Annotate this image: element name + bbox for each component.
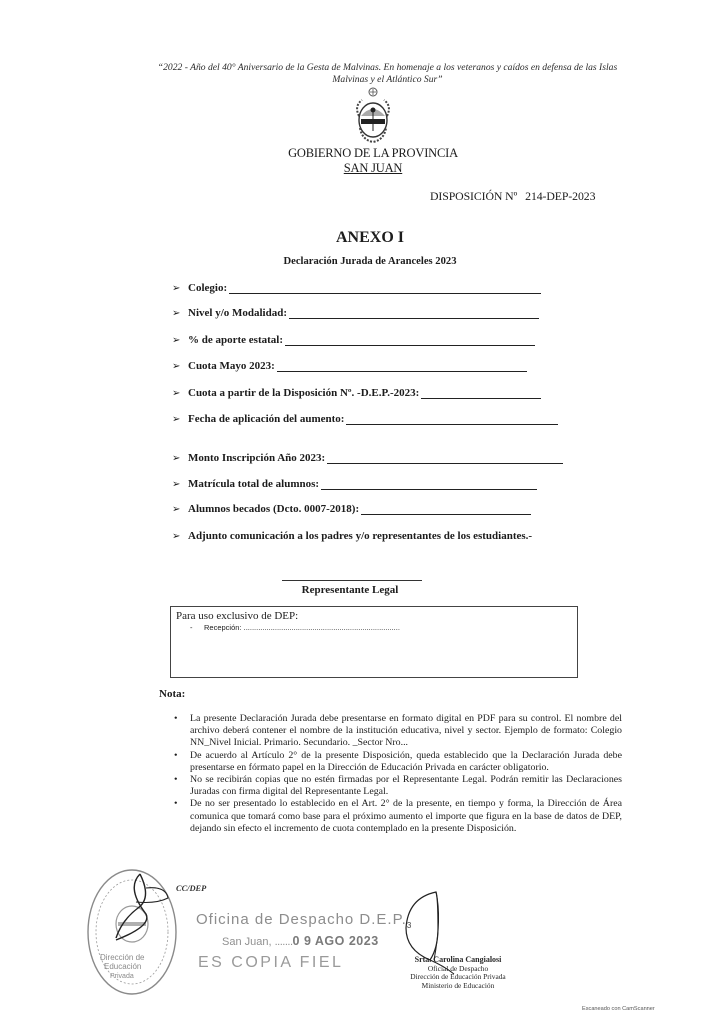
field-matricula bbox=[172, 478, 537, 490]
field-cuota-mayo bbox=[172, 360, 527, 372]
coat-of-arms-icon bbox=[350, 86, 396, 148]
annex-title: ANEXO I bbox=[335, 229, 404, 246]
signature-line[interactable] bbox=[282, 580, 422, 581]
note-item: • La presente Declaración Jurada debe presentarse en formato digital en PDF para su control. El nombre del archivo deberá contener el nombre de la institución educativa, nivel y sector. Ejemplo de formato: Colegio NN_Nivel Inicial. Primario. Secundario. _Sector Nro... bbox=[172, 713, 622, 750]
arrow-bullet-icon: ➢ bbox=[172, 479, 181, 490]
nota-heading: Nota: bbox=[159, 688, 186, 700]
field-label: Monto Inscripción Año 2023: bbox=[188, 452, 326, 464]
date-city: San Juan, bbox=[222, 936, 272, 948]
arrow-bullet-icon: ➢ bbox=[172, 308, 181, 319]
page-number: 3 bbox=[406, 921, 413, 930]
date-stamp bbox=[222, 934, 379, 948]
reception-label: Recepción: bbox=[204, 623, 242, 632]
aporte-input-line[interactable] bbox=[285, 334, 535, 346]
scanner-watermark: Escaneado con CamScanner bbox=[582, 1006, 655, 1012]
field-label: Cuota a partir de la Disposición Nº. -D.E.P.-2023: bbox=[188, 387, 420, 399]
arrow-bullet-icon: ➢ bbox=[172, 414, 181, 425]
disposition-number bbox=[430, 189, 595, 204]
field-nivel-modalidad bbox=[172, 307, 539, 319]
disposition-label: DISPOSICIÓN Nº bbox=[430, 189, 518, 203]
field-colegio bbox=[172, 282, 541, 294]
field-label: Alumnos becados (Dcto. 0007-2018): bbox=[188, 503, 360, 515]
monto-input-line[interactable] bbox=[327, 452, 563, 464]
field-aporte-estatal bbox=[172, 334, 535, 346]
arrow-bullet-icon: ➢ bbox=[172, 531, 181, 542]
ministry-seal-icon bbox=[86, 868, 178, 996]
note-item: • De no ser presentado lo establecido en el Art. 2° de la presente, en tiempo y forma, la Dirección de Área comunica que tomará como base para el próximo aumento el importe que figura en la base de datos de DEP, dejando sin efecto el incremento de cuota contemplado en la presente Disposición. bbox=[172, 798, 622, 835]
signature-label: Representante Legal bbox=[301, 584, 399, 596]
field-fecha-aumento bbox=[172, 413, 558, 425]
province-name: SAN JUAN bbox=[343, 161, 403, 175]
field-cuota-disposicion bbox=[172, 387, 541, 399]
arrow-bullet-icon: ➢ bbox=[172, 388, 181, 399]
field-monto-inscripcion bbox=[172, 452, 563, 464]
nivel-input-line[interactable] bbox=[289, 307, 539, 319]
government-title: GOBIERNO DE LA PROVINCIA bbox=[288, 146, 458, 160]
seal-text: Privada bbox=[110, 973, 134, 980]
note-item: • No se recibirán copias que no estén firmadas por el Representante Legal. Podrán remitir las Declaraciones Juradas con firma digital del Representante Legal. bbox=[172, 774, 622, 798]
reception-row: - Recepción: ........................................................................... bbox=[190, 623, 400, 632]
certified-copy-stamp: ES COPIA FIEL bbox=[198, 954, 344, 971]
office-stamp-text: Oficina de Despacho D.E.P. bbox=[196, 911, 407, 928]
dep-use-box bbox=[170, 606, 578, 678]
field-label: Colegio: bbox=[188, 282, 228, 294]
field-adjunto-comunicacion bbox=[172, 530, 532, 542]
commemorative-motto: “2022 - Año del 40° Aniversario de la Gesta de Malvinas. En homenaje a los veteranos y caídos en defensa de las Islas Malvinas y el Atlántico Sur” bbox=[157, 62, 618, 85]
field-label: Matrícula total de alumnos: bbox=[188, 478, 320, 490]
seal-text: Educación bbox=[104, 962, 142, 971]
notes-list bbox=[172, 713, 622, 835]
arrow-bullet-icon: ➢ bbox=[172, 335, 181, 346]
becados-input-line[interactable] bbox=[361, 503, 531, 515]
field-label: Fecha de aplicación del aumento: bbox=[188, 413, 345, 425]
arrow-bullet-icon: ➢ bbox=[172, 453, 181, 464]
government-heading bbox=[250, 146, 496, 176]
dep-box-title: Para uso exclusivo de DEP: bbox=[176, 610, 299, 622]
form-subtitle: Declaración Jurada de Aranceles 2023 bbox=[283, 256, 457, 267]
note-item: • De acuerdo al Artículo 2° de la presente Disposición, queda establecido que la Declaración Jurada debe presentarse en fórmato papel en la Dirección de Educación Privada en carácter obligatorio. bbox=[172, 750, 622, 774]
field-label: % de aporte estatal: bbox=[188, 334, 284, 346]
reception-field[interactable]: ........................................................................... bbox=[243, 623, 400, 632]
arrow-bullet-icon: ➢ bbox=[172, 361, 181, 372]
official-signature-block bbox=[388, 956, 528, 990]
matricula-input-line[interactable] bbox=[321, 478, 537, 490]
disposition-value: 214-DEP-2023 bbox=[525, 189, 596, 203]
colegio-input-line[interactable] bbox=[229, 282, 541, 294]
cuota-mayo-input-line[interactable] bbox=[277, 360, 527, 372]
arrow-bullet-icon: ➢ bbox=[172, 504, 181, 515]
field-label: Adjunto comunicación a los padres y/o representantes de los estudiantes.- bbox=[188, 530, 533, 542]
fecha-input-line[interactable] bbox=[346, 413, 558, 425]
field-alumnos-becados bbox=[172, 503, 531, 515]
signer-ministry: Ministerio de Educación bbox=[421, 980, 495, 990]
office-stamp bbox=[196, 911, 412, 930]
field-label: Cuota Mayo 2023: bbox=[188, 360, 275, 372]
arrow-bullet-icon: ➢ bbox=[172, 283, 181, 294]
date-dots: ....... bbox=[274, 936, 293, 948]
cc-dep-label: CC/DEP bbox=[176, 884, 207, 893]
signer-name: Srta. Carolina Cangialosi bbox=[414, 955, 502, 964]
signer-role: Oficial de Despacho bbox=[427, 963, 489, 973]
cuota-disposicion-input-line[interactable] bbox=[421, 387, 541, 399]
stamp-date-value: 0 9 AGO 2023 bbox=[292, 934, 379, 948]
field-label: Nivel y/o Modalidad: bbox=[188, 307, 288, 319]
signer-office: Dirección de Educación Privada bbox=[410, 972, 506, 982]
seal-text: Dirección de bbox=[100, 953, 145, 962]
